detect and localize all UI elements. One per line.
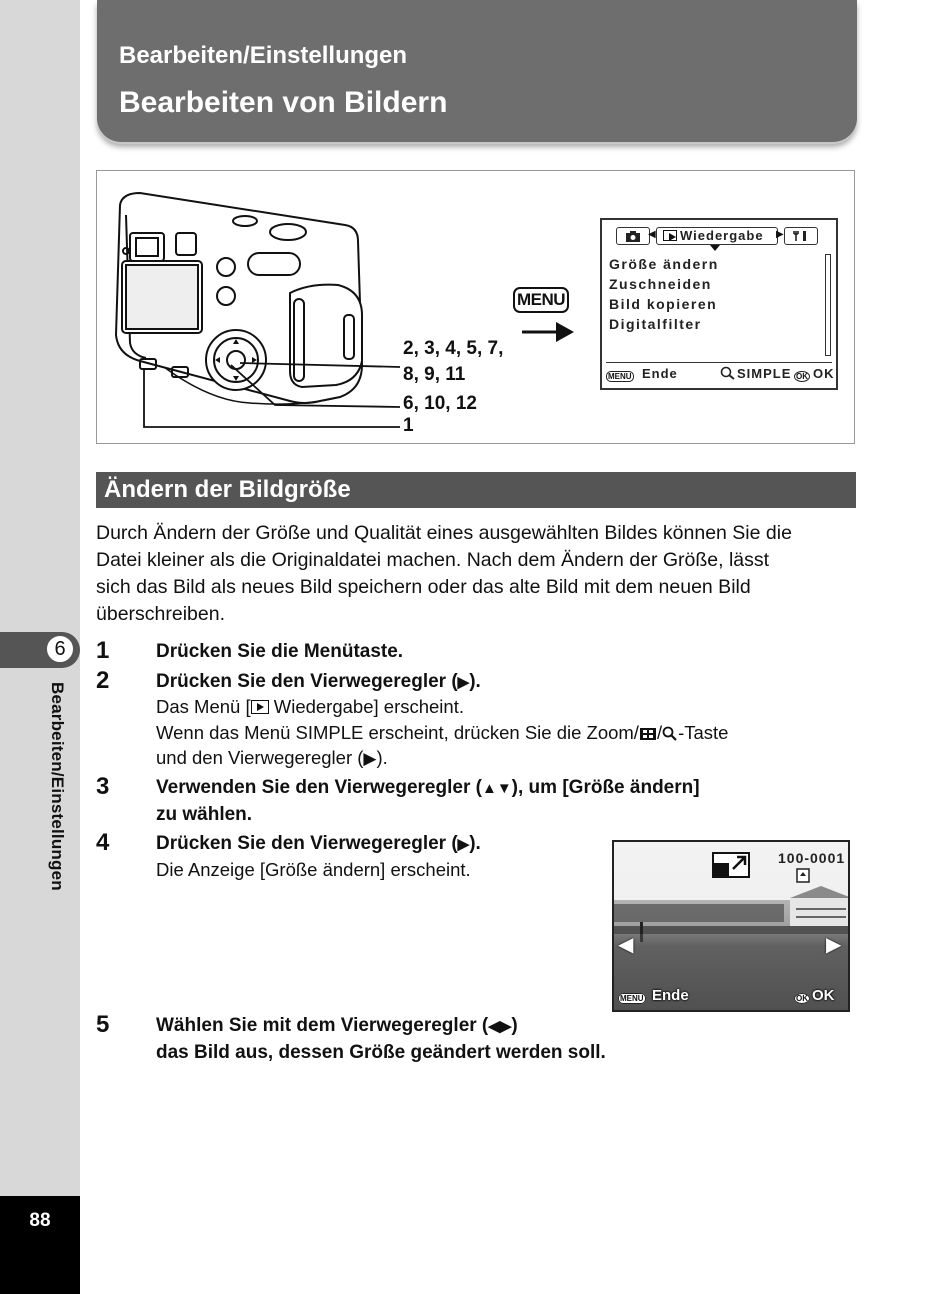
preview-ok-label: OK [812, 987, 835, 1004]
arrow-right-icon [522, 318, 576, 346]
preview-left-arrow-icon[interactable]: ◀ [618, 934, 634, 956]
step-1-number: 1 [96, 637, 110, 664]
lcd-item-resize[interactable]: Größe ändern [609, 256, 719, 272]
step-2-number: 2 [96, 667, 110, 694]
right-arrow-icon: ▶ [457, 674, 470, 691]
setup-tab-icon [784, 227, 818, 245]
step-2-sub-2: Wenn das Menü SIMPLE erscheint, drücken Sie die Zoom/ / -Taste [156, 722, 729, 743]
lcd-footer-ok: OK [813, 366, 835, 381]
file-counter: 100-0001 [778, 850, 846, 866]
preview-menu-key-icon: MENU [620, 994, 644, 1003]
chapter-label: Bearbeiten/Einstellungen [48, 682, 67, 891]
lcd-footer-menu-key-icon: MENU [608, 372, 632, 381]
page-number: 88 [29, 1210, 51, 1231]
left-arrow-icon: ◀ [488, 1018, 500, 1035]
zoom-icon [662, 726, 678, 742]
lcd-footer-simple: SIMPLE [737, 366, 792, 381]
zoom-icon [720, 366, 736, 380]
header-subtitle: Bearbeiten/Einstellungen [119, 42, 408, 69]
playback-icon [663, 230, 677, 241]
right-arrow-icon: ▶ [499, 1018, 512, 1035]
page-title: Bearbeiten von Bildern [119, 86, 448, 119]
preview-right-arrow-icon[interactable]: ▶ [826, 934, 842, 956]
lcd-footer-end: Ende [642, 366, 678, 381]
lcd-scrollbar[interactable] [825, 254, 831, 356]
callout-steps-a1: 2, 3, 4, 5, 7, [403, 338, 504, 359]
step-5-number: 5 [96, 1011, 110, 1038]
thumbnail-icon [639, 727, 657, 741]
step-3-text: Verwenden Sie den Vierwegeregler (▲▼), um [Größe ändern] [156, 777, 700, 798]
playback-icon [251, 700, 269, 714]
callout-steps-c: 1 [403, 415, 414, 436]
intro-paragraph [96, 520, 861, 628]
down-arrow-icon: ▼ [496, 780, 512, 797]
preview-end-label: Ende [652, 987, 689, 1004]
up-arrow-icon: ▲ [481, 780, 497, 797]
tab-playback-label: Wiedergabe [680, 228, 764, 243]
camera-tab-icon [616, 227, 650, 245]
step-1-text: Drücken Sie die Menütaste. [156, 641, 404, 662]
tab-playback [656, 227, 778, 245]
callout-steps-b: 6, 10, 12 [403, 393, 477, 414]
tab-left-arrow-icon: ◀ [648, 229, 656, 240]
intro-line: Durch Ändern der Größe und Qualität eines ausgewählten Bildes können Sie die [96, 522, 792, 544]
step-2-sub-1: Das Menü [ Wiedergabe] erscheint. [156, 696, 464, 717]
lcd-item-copy[interactable]: Bild kopieren [609, 296, 718, 312]
step-5-text: Wählen Sie mit dem Vierwegeregler (◀▶) [156, 1015, 518, 1036]
intro-line: sich das Bild als neues Bild speichern oder das alte Bild mit dem neuen Bild [96, 576, 751, 598]
lcd-item-digital-filter[interactable]: Digitalfilter [609, 316, 702, 332]
menu-key-icon: MENU [513, 287, 569, 313]
protect-icon [796, 867, 810, 883]
intro-line: überschreiben. [96, 603, 225, 625]
step-2-text: Drücken Sie den Vierwegeregler (▶). [156, 671, 481, 692]
step-4-sub: Die Anzeige [Größe ändern] erscheint. [156, 859, 471, 880]
tab-indicator-icon [709, 244, 721, 252]
step-3-number: 3 [96, 773, 110, 800]
step-4-number: 4 [96, 829, 110, 856]
resize-icon [712, 852, 750, 878]
header-banner [97, 0, 857, 142]
step-2-sub-3: und den Vierwegeregler (▶). [156, 747, 388, 768]
preview-ok-key-icon: OK [796, 994, 808, 1003]
camera-illustration [100, 175, 400, 435]
step-3-text-2: zu wählen. [156, 804, 253, 825]
lcd-item-crop[interactable]: Zuschneiden [609, 276, 712, 292]
callout-steps-a2: 8, 9, 11 [403, 364, 466, 385]
step-5-text-2: das Bild aus, dessen Größe geändert werden soll. [156, 1042, 606, 1063]
intro-line: Datei kleiner als die Originaldatei machen. Nach dem Ändern der Größe, lässt [96, 549, 770, 571]
chapter-number: 6 [45, 634, 75, 664]
lcd-divider [606, 362, 832, 363]
right-arrow-icon: ▶ [363, 749, 377, 768]
tab-right-arrow-icon: ▶ [776, 229, 784, 240]
step-4-text: Drücken Sie den Vierwegeregler (▶). [156, 833, 481, 854]
lcd-footer-ok-key-icon: OK [796, 372, 808, 381]
right-arrow-icon: ▶ [457, 836, 470, 853]
section-title: Ändern der Bildgröße [104, 476, 351, 503]
